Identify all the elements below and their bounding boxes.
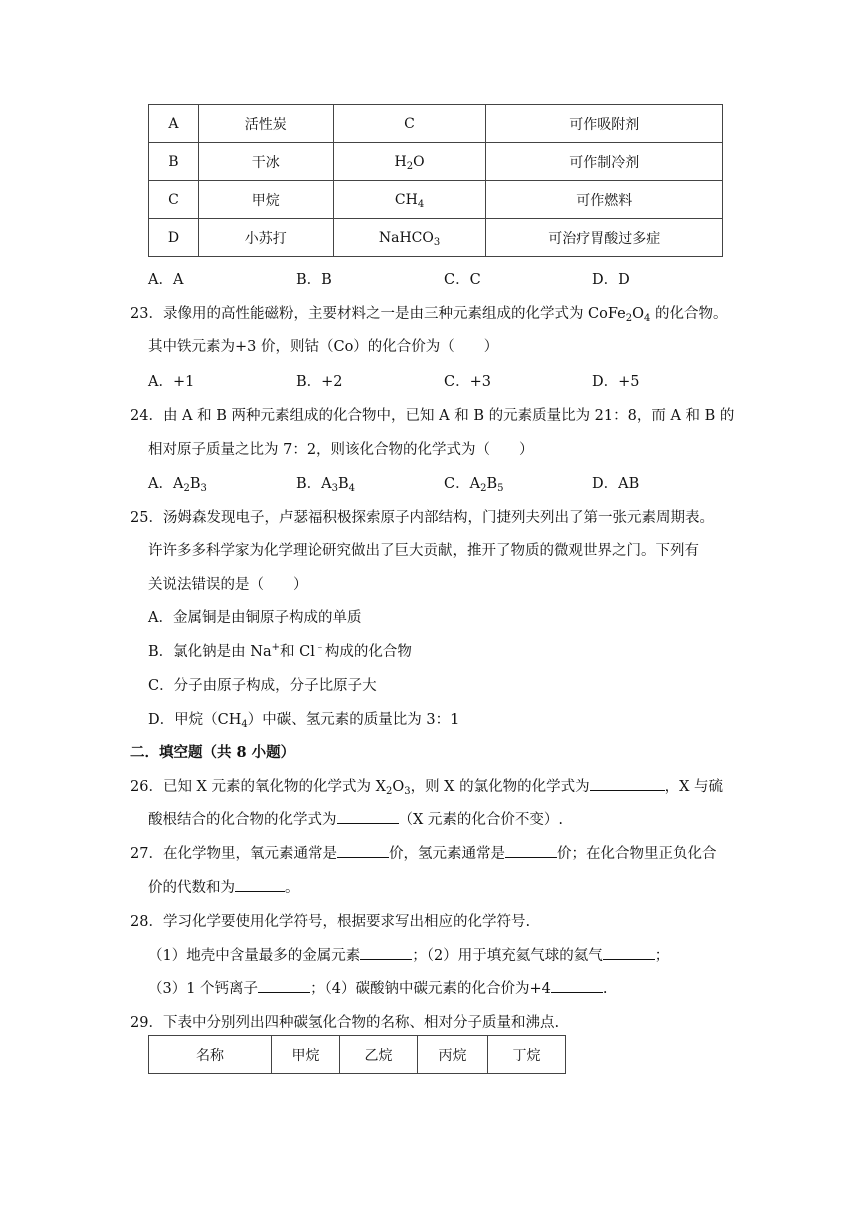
answer-blank[interactable] [360,944,412,960]
row-letter: B [149,143,199,181]
table-row [149,181,723,219]
table-header-row [149,1036,566,1074]
answer-blank[interactable] [603,944,655,960]
q27-line1: 27．在化学物里，氧元素通常是 价，氢元素通常是 价；在化合物里正负化合 [130,842,716,863]
q23-line1: 23．录像用的高性能磁粉，主要材料之一是由三种元素组成的化学式为 $CoFe_2O_4$ 的化合物。 [130,306,728,324]
row-letter: D [149,219,199,257]
answer-blank[interactable] [590,775,665,791]
q25-line2: 许许多多科学家为化学理论研究做出了巨大贡献，推开了物质的微观世界之门。下列有 [148,543,699,559]
answer-blank[interactable] [258,977,310,993]
q28-line1: 28．学习化学要使用化学符号，根据要求写出相应的化学符号. [130,914,531,930]
q24-option-c[interactable]: C．$A_2B_5$ [444,476,504,494]
substance-formula: $CH_4$ [333,181,486,219]
table-header-cell: 丙烷 [418,1036,488,1074]
row-letter: C [149,181,199,219]
q22-option-c[interactable]: C．C [444,272,481,288]
substance-formula: C [333,105,486,143]
table-row [149,105,723,143]
substance-use: 可治疗胃酸过多症 [486,219,723,257]
q22-option-a[interactable]: A．A [148,272,184,288]
q28-line2: （1）地壳中含量最多的金属元素 ；（2）用于填充氦气球的氦气 ； [148,944,669,965]
table-header-cell: 甲烷 [272,1036,340,1074]
question-number: 25． [130,510,163,526]
question-number: 29． [130,1015,163,1031]
q25-option-a[interactable]: A．金属铜是由铜原子构成的单质 [148,610,362,626]
substance-use: 可作制冷剂 [486,143,723,181]
hydrocarbon-table [148,1035,566,1074]
q25-line1: 25．汤姆森发现电子，卢瑟福积极探索原子内部结构，门捷列夫列出了第一张元素周期表。 [130,510,714,526]
q24-option-a[interactable]: A．$A_2B_3$ [148,476,207,494]
answer-blank[interactable] [505,842,557,858]
question-number: 28． [130,914,163,930]
section-heading: 二．填空题（共 8 小题） [130,744,296,761]
answer-blank[interactable] [235,876,285,892]
table-header-cell: 乙烷 [340,1036,418,1074]
row-letter: A [149,105,199,143]
substance-use: 可作吸附剂 [486,105,723,143]
q25-option-b[interactable]: B．氯化钠是由 Na+和 Cl﹣构成的化合物 [148,642,412,660]
substance-name: 甲烷 [198,181,333,219]
answer-blank[interactable] [551,977,603,993]
question-number: 23． [130,306,163,322]
question-number: 26． [130,779,163,795]
answer-blank[interactable] [337,808,399,824]
q22-option-d[interactable]: D．D [592,272,630,288]
q23-line2: 其中铁元素为+3 价，则钴（Co）的化合价为（ ） [148,339,499,355]
table-header-cell: 丁烷 [488,1036,566,1074]
q23-option-c[interactable]: C．+3 [444,374,491,390]
table-row [149,143,723,181]
q23-option-d[interactable]: D．+5 [592,374,640,390]
q24-option-d[interactable]: D．AB [592,476,640,492]
answer-blank[interactable] [337,842,389,858]
q24-option-b[interactable]: B．$A_3B_4$ [296,476,356,494]
q26-line2: 酸根结合的化合物的化学式为 （X 元素的化合价不变）. [148,808,563,829]
table-row [149,219,723,257]
table-header-cell: 名称 [149,1036,272,1074]
substance-name: 小苏打 [198,219,333,257]
q25-option-c[interactable]: C．分子由原子构成，分子比原子大 [148,678,377,694]
question-number: 24． [130,408,163,424]
q25-option-d[interactable]: D．甲烷$(CH_4)$中碳、氢元素的质量比为 3：1 [148,712,460,730]
q28-line3: （3）1 个钙离子 ；（4）碳酸钠中碳元素的化合价为+4 . [148,977,608,998]
q25-line3: 关说法错误的是（ ） [148,577,308,593]
substance-name: 活性炭 [198,105,333,143]
q24-line1: 24．由 A 和 B 两种元素组成的化合物中，已知 A 和 B 的元素质量比为 21：8，而 A 和 B 的 [130,408,735,424]
q26-line1: 26．已知 X 元素的氧化物的化学式为 $X_2O_3$，则 X 的氯化物的化学式为 ，X 与硫 [130,775,723,796]
question-number: 27． [130,846,163,862]
q22-option-b[interactable]: B．B [296,272,332,288]
substance-formula: $H_2O$ [333,143,486,181]
q23-option-b[interactable]: B．+2 [296,374,343,390]
substance-formula: NaHCO$_3$ [333,219,486,257]
substance-use: 可作燃料 [486,181,723,219]
q27-line2: 价的代数和为 。 [148,876,300,897]
substance-name: 干冰 [198,143,333,181]
substance-table [148,104,723,257]
q23-option-a[interactable]: A．+1 [148,374,195,390]
q24-line2: 相对原子质量之比为 7：2，则该化合物的化学式为（ ） [148,442,534,458]
q29-line1: 29．下表中分别列出四种碳氢化合物的名称、相对分子质量和沸点. [130,1015,560,1031]
